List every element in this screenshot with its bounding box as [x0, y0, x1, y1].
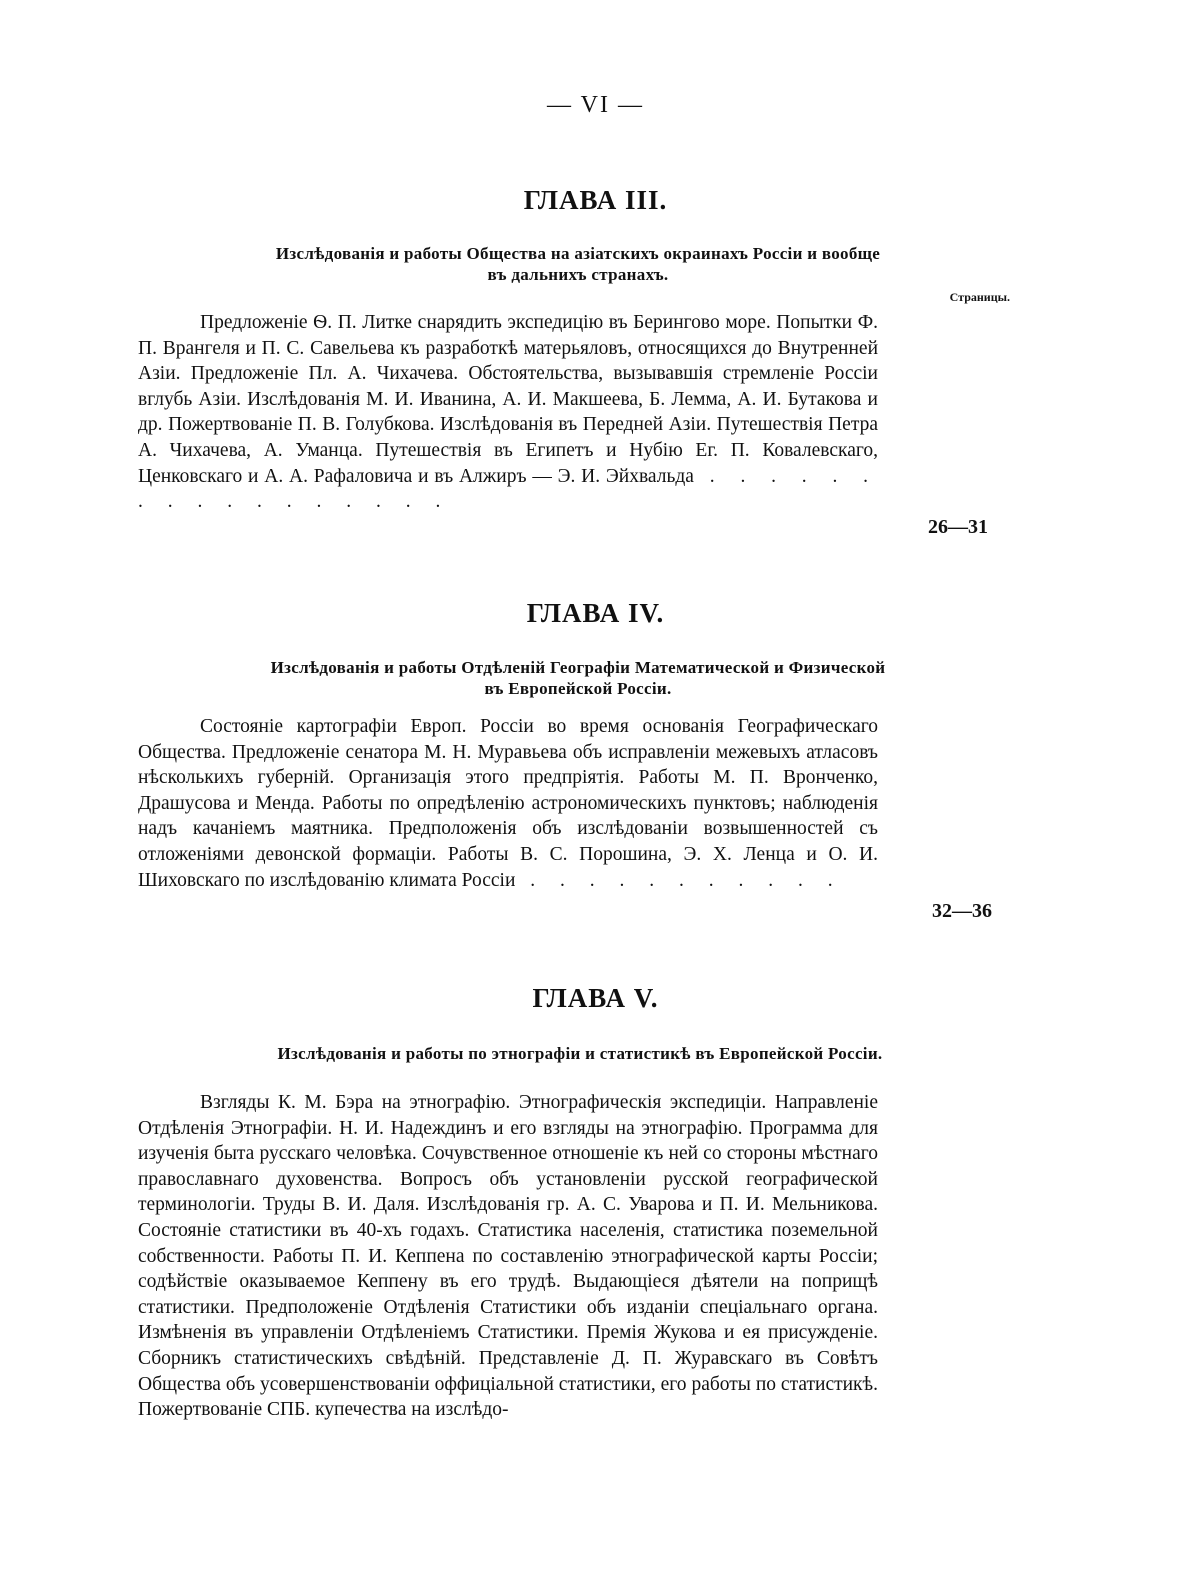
- chapter-subtitle-line: Изслѣдованія и работы по этнографіи и статистикѣ въ Европейской Россіи.: [277, 1044, 883, 1063]
- pages-column-header: Страницы.: [949, 290, 1010, 304]
- page-range: 26—31: [928, 516, 988, 538]
- chapter-subtitle: [138, 243, 1018, 285]
- chapter-summary-text: Взгляды К. М. Бэра на этнографію. Этнографическія экспедиціи. Направленіе Отдѣленія Этнографіи. Н. И. Надеждинъ и его взгляды на этнографію. Программа для изученія быта русскаго человѣка. Сочувственное отношеніе къ ней со стороны мѣстнаго православнаго духовенства. Вопросъ объ установленіи русской географической терминологіи. Труды В. И. Даля. Изслѣдованія гр. А. С. Уварова и П. И. Мельникова. Состояніе статистики въ 40-хъ годахъ. Статистика населенія, статистика поземельной собственности. Работы П. И. Кеппена по составленію этнографической карты Россіи; содѣйствіе оказываемое Кеппену въ его трудѣ. Выдающіеся дѣятели на поприщѣ статистики. Предположеніе Отдѣленія Статистики объ изданіи спеціальнаго органа. Измѣненія въ управленіи Отдѣленіемъ Статистики. Премія Жукова и ея присужденіе. Сборникъ статистическихъ свѣдѣній. Представленіе Д. П. Журавскаго въ Совѣтъ Общества объ усовершенствованіи оффиціальной статистики, его работы по статистикѣ. Пожертвованіе СПБ. купечества на изслѣдо-: [138, 1092, 878, 1421]
- chapter-summary: [138, 310, 878, 515]
- chapter-subtitle-line: въ дальнихъ странахъ.: [487, 265, 669, 284]
- chapter-heading: ГЛАВА V.: [532, 983, 659, 1013]
- page-range: 32—36: [932, 900, 992, 922]
- chapter-subtitle: [130, 1043, 1030, 1064]
- chapter-subtitle-line: Изслѣдованія и работы Отдѣленій Географіи Математической и Физической: [270, 658, 886, 677]
- dot-leader: . . . . . . . . . . . . . . . . .: [138, 465, 879, 513]
- chapter-heading: ГЛАВА III.: [523, 185, 668, 215]
- page-number: — VI —: [547, 92, 644, 118]
- chapter-subtitle-line: Изслѣдованія и работы Общества на азіатскихъ окраинахъ Россіи и вообще: [275, 244, 881, 263]
- chapter-summary-text: Состояніе картографіи Европ. Россіи во время основанія Географическаго Общества. Предложеніе сенатора М. Н. Муравьева объ исправленіи межевыхъ атласовъ нѣсколькихъ губерній. Организація этого предпріятія. Работы М. П. Вронченко, Драшусова и Менда. Работы по опредѣленію астрономическихъ пунктовъ; наблюденія надъ качаніемъ маятника. Предположенія объ изслѣдованіи возвышенностей съ отложеніями девонской формаціи. Работы В. С. Порошина, Э. Х. Ленца и О. И. Шиховскаго по изслѣдованію климата Россіи: [138, 716, 878, 891]
- dot-leader: . . . . . . . . . . .: [515, 869, 843, 891]
- chapter-subtitle-line: въ Европейской Россіи.: [484, 679, 672, 698]
- chapter-subtitle: [138, 657, 1018, 699]
- chapter-heading: ГЛАВА IV.: [526, 598, 665, 628]
- chapter-summary-text: Предложеніе Ѳ. П. Литке снарядить экспедицію въ Берингово море. Попытки Ф. П. Врангеля и П. С. Савельева къ разработкѣ матерьяловъ, относящихся до Внутренней Азіи. Предложеніе Пл. А. Чихачева. Обстоятельства, вызывавшія стремленіе Россіи вглубь Азіи. Изслѣдованія М. И. Иванина, А. И. Макшеева, Б. Лемма, А. И. Бутакова и др. Пожертвованіе П. В. Голубкова. Изслѣдованія въ Передней Азіи. Путешествія Петра А. Чихачева, А. Уманца. Путешествія въ Египетъ и Нубію Ег. П. Ковалевскаго, Ценковскаго и А. А. Рафаловича и въ Алжиръ — Э. И. Эйхвальда: [138, 312, 878, 487]
- chapter-summary: [138, 714, 878, 893]
- chapter-summary: [138, 1090, 878, 1423]
